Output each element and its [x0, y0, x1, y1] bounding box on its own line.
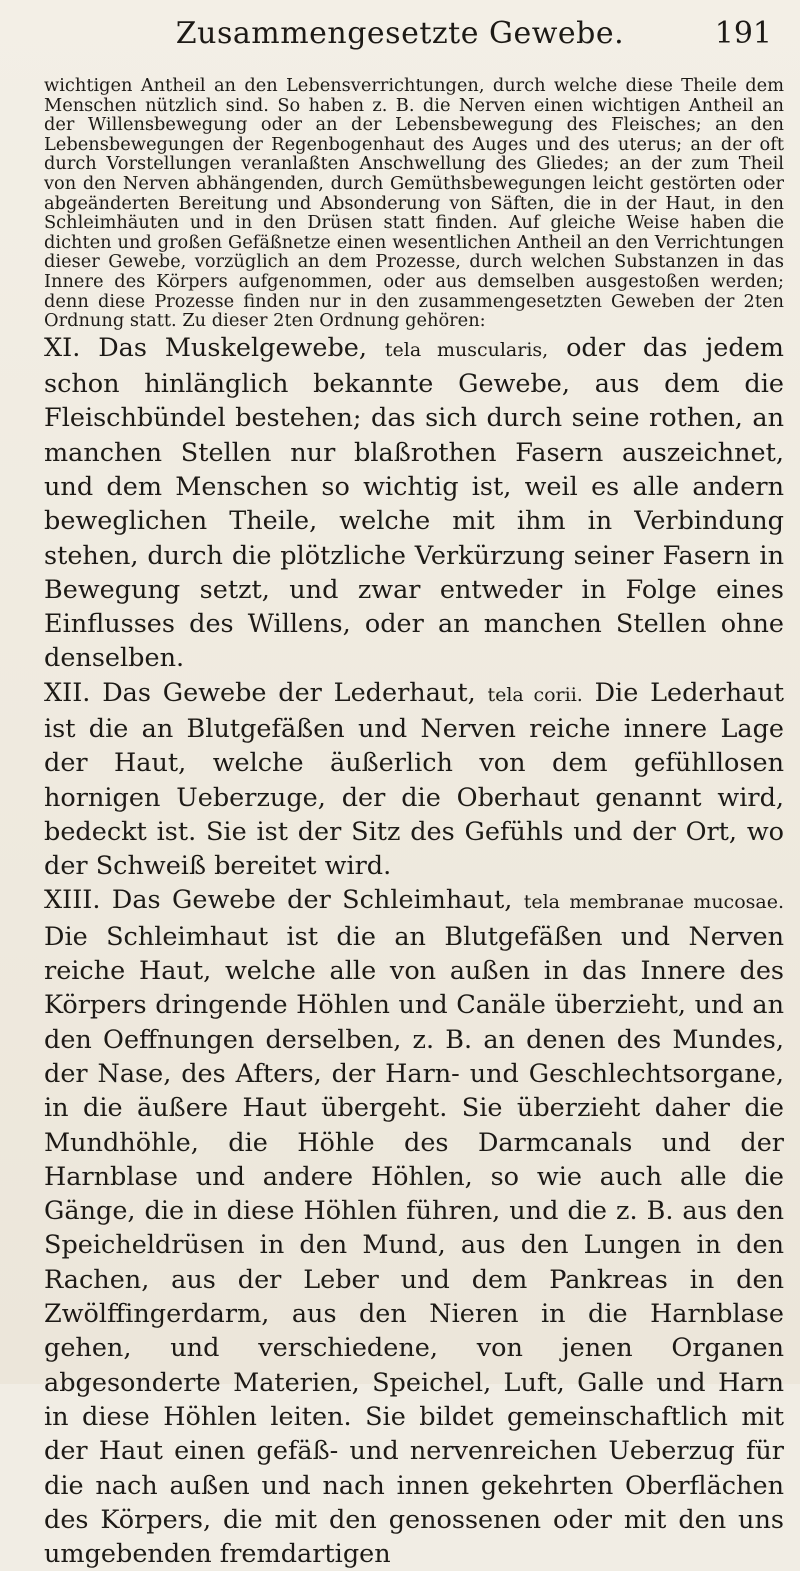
entry-name: Das Gewebe der Schleimhaut,: [111, 885, 513, 916]
entry-mucous-membrane-tissue: [44, 883, 784, 1571]
running-head: Zusammengesetzte Gewebe.: [175, 16, 625, 51]
entry-latin-name: tela membranae mucosae.: [523, 891, 784, 914]
entry-name: Das Muskelgewebe,: [98, 332, 367, 363]
body-text: [44, 76, 784, 1571]
page-header: [0, 10, 800, 70]
intro-paragraph: wichtigen Antheil an den Lebensverrichtungen, durch welche diese Theile dem Menschen nützlich sind. So haben z. B. die Nerven einen wichtigen Antheil an der Willensbewegung oder an der Lebensbewegung des Fleisches; an den Lebensbewegungen der Regenbogenhaut des Auges und des uterus; an der oft durch Vorstellungen veranlaßten Anschwellung des Gliedes; an der zum Theil von den Nerven abhängenden, durch Gemüthsbewegungen leicht gestörten oder abgeänderten Bereitung und Absonderung von Säften, die in der Haut, in den Schleimhäuten und in den Drüsen statt finden. Auf gleiche Weise haben die dichten und großen Gefäßnetze einen wesentlichen Antheil an den Verrichtungen dieser Gewebe, vorzüglich an dem Prozesse, durch welchen Substanzen in das Innere des Körpers aufgenommen, oder aus demselben ausgestoßen werden; denn diese Prozesse finden nur in den zusammengesetzten Geweben der 2ten Ordnung statt. Zu dieser 2ten Ordnung gehören:: [44, 75, 784, 332]
entry-latin-name: tela corii.: [487, 683, 583, 706]
entry-number: XI.: [44, 332, 81, 363]
page-number: 191: [714, 16, 772, 51]
entry-text: oder das jedem schon hinlänglich bekannte Gewebe, aus dem die Fleischbündel bestehen; das sich durch seine rothen, an manchen Stellen nur blaßrothen Fasern auszeichnet, und dem Menschen so wichtig ist, weil es alle andern beweglichen Theile, welche mit ihm in Verbindung stehen, durch die plötzliche Verkürzung seiner Fasern in Bewegung setzt, und zwar entweder in Folge eines Einflusses des Willens, oder an manchen Stellen ohne denselben.: [44, 332, 784, 674]
entry-number: XIII.: [44, 885, 101, 916]
entry-text: Die Schleimhaut ist die an Blutgefäßen und Nerven reiche Haut, welche alle von außen in das Innere des Körpers dringende Höhlen und Canäle überzieht, und an den Oeffnungen derselben, z. B. an denen des Mundes, der Nase, des Afters, der Harn- und Geschlechtsorgane, in die äußere Haut übergeht. Sie überzieht daher die Mundhöhle, die Höhle des Darmcanals und der Harnblase und andere Höhlen, so wie auch alle die Gänge, die in diese Höhlen führen, und die z. B. aus den Speicheldrüsen in den Mund, aus den Lungen in den Rachen, aus der Leber und dem Pankreas in den Zwölffingerdarm, aus den Nieren in die Harnblase gehen, und verschiedene, von jenen Organen abgesonderte Materien, Speichel, Luft, Galle und Harn in diese Höhlen leiten. Sie bildet gemeinschaftlich mit der Haut einen gefäß- und nervenreichen Ueberzug für die nach außen und nach innen gekehrten Oberflächen des Körpers, die mit den genossenen oder mit den uns umgebenden fremdartigen: [44, 921, 784, 1570]
entry-muscle-tissue: [44, 331, 784, 676]
entry-name: Das Gewebe der Lederhaut,: [102, 677, 476, 708]
entry-latin-name: tela muscularis,: [384, 338, 549, 361]
entry-dermis-tissue: [44, 676, 784, 884]
entry-text: Die Lederhaut ist die an Blutgefäßen und Nerven reiche innere Lage der Haut, welche äußerlich von dem gefühllosen hornigen Ueberzuge, der die Oberhaut genannt wird, bedeckt ist. Sie ist der Sitz des Gefühls und der Ort, wo der Schweiß bereitet wird.: [44, 677, 785, 882]
entry-number: XII.: [44, 677, 91, 708]
